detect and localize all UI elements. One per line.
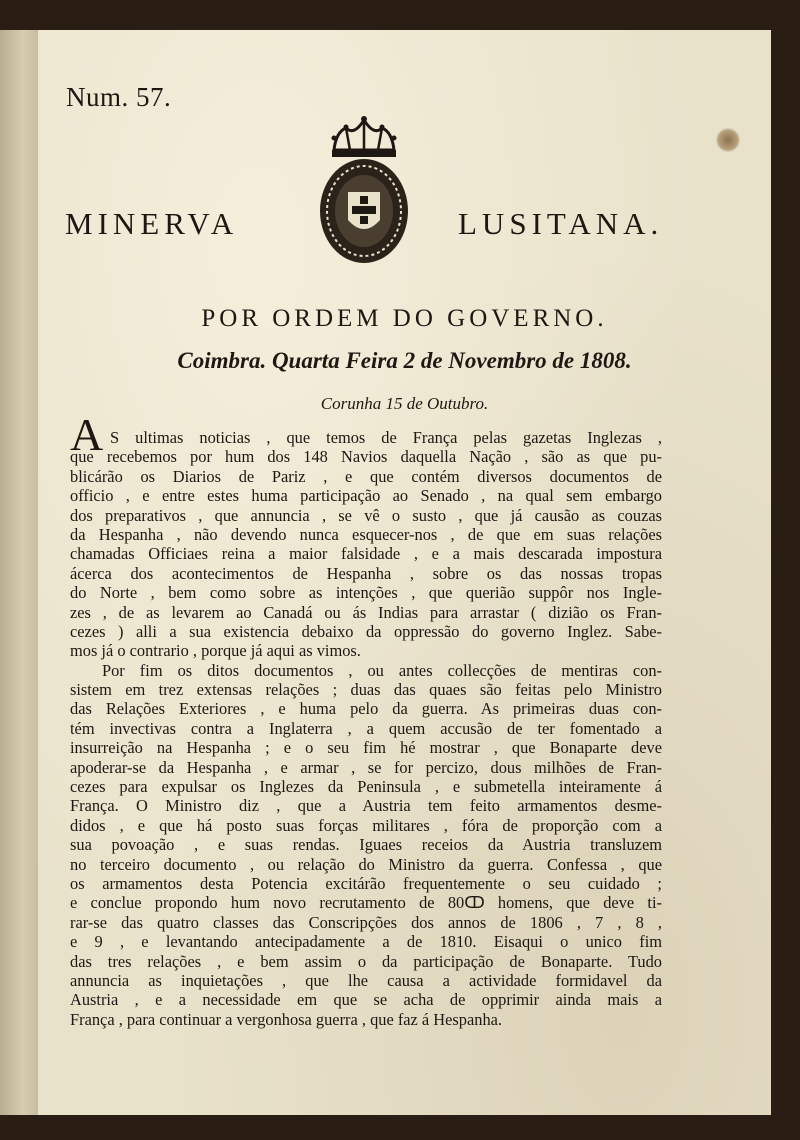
text-line: cezes para expulsar os Inglezes da Peninsula , e submetella inteiramente á (70, 777, 662, 797)
text-line: das tres relações , e bem assim o da participação de Bonaparte. Tudo (70, 951, 662, 971)
text-line: officio , e entre estes huma participação ao Senado , na qual sem embargo (70, 486, 662, 506)
text-line: e conclue propondo hum novo recrutamento de 80ↀ homens, que deve ti- (70, 893, 662, 913)
text-line: no terceiro documento , ou relação do Ministro da guerra. Confessa , que (70, 854, 662, 874)
place-date: Corunha 15 de Outubro. (320, 394, 489, 413)
text-line: rar-se das quatro classes das Conscripções dos annos de 1806 , 7 , 8 , (70, 912, 662, 932)
text-line: dos preparativos , que annuncia , se vê o susto , que já causão as couzas (70, 505, 662, 525)
text-line: mos já o contrario , porque já aqui as vimos. (70, 641, 361, 661)
text-line: sua povoação , e suas rendas. Iguaes receios da Austria transluzem (70, 835, 662, 855)
dateline: Coimbra. Quarta Feira 2 de Novembro de 1808. (177, 348, 632, 373)
text-line: blicárão os Diarios de Pariz , e que contém diversos documentos de (70, 466, 662, 486)
text-line: Austria , e a necessidade em que se acha de opprimir ainda mais a (70, 990, 662, 1010)
text-line: os armamentos desta Potencia excitárão frequentemente o seu cuidado ; (70, 873, 662, 893)
title-minerva: MINERVA (65, 206, 239, 241)
text-line: França. O Ministro diz , que a Austria tem feito armamentos desme- (70, 796, 662, 816)
text-line: insurreição na Hespanha ; e o seu fim hé mostrar , que Bonaparte deve (70, 738, 662, 758)
paper-stain (716, 128, 740, 152)
text-line: zes , de as levarem ao Canadá ou ás Indias para arrastar ( dizião os Fran- (70, 602, 662, 622)
text-line: Por fim os ditos documentos , ou antes collecções de mentiras con- (102, 660, 662, 680)
by-order-line: POR ORDEM DO GOVERNO. (201, 305, 608, 332)
adjacent-page-edge (0, 30, 39, 1115)
text-line: didos , e que há posto suas forças militares , fóra de proporção com a (70, 815, 662, 835)
text-line: das Relações Exteriores , e huma pelo da guerra. As primeiras duas con- (70, 699, 662, 719)
text-line: França , para continuar a vergonhosa guerra , que faz á Hespanha. (70, 1009, 503, 1029)
text-line: S ultimas noticias , que temos de França pelas gazetas Inglezas , (110, 428, 662, 447)
text-line: apoderar-se da Hespanha , e armar , se for percizo, dous milhões de Fran- (70, 757, 662, 777)
text-line: cezes ) alli a sua existencia debaixo da oppressão do governo Inglez. Sabe- (70, 621, 662, 641)
issue-number: Num. 57. (66, 82, 172, 112)
text-line: chamadas Officiaes reina a maior falsidade , e a mais descarada impostura (70, 544, 662, 564)
text-line: da Hespanha , não devendo nunca esquecer-nos , de que em suas relações (70, 524, 662, 544)
royal-crest-icon (314, 116, 414, 266)
title-lusitana: LUSITANA. (458, 206, 664, 241)
drop-cap: A (70, 409, 104, 460)
article-body (70, 409, 662, 1029)
text-line: do Norte , bem como sobre as intenções , que querião suppôr nos Ingle- (70, 583, 662, 603)
text-line: que recebemos por hum dos 148 Navios daquella Nação , são as que pu- (70, 447, 662, 467)
text-line: annuncia as inquietações , que lhe causa a actividade formidavel da (70, 970, 662, 990)
newspaper-page (38, 30, 771, 1115)
text-line: tém invectivas contra a Inglaterra , a quem accusão de ter fomentado a (70, 718, 662, 738)
text-line: e 9 , e levantando antecipadamente a de 1810. Eisaqui o unico fim (70, 932, 662, 952)
text-line: sistem em trez extensas relações ; duas das quaes são feitas pelo Ministro (70, 680, 662, 700)
text-line: ácerca dos acontecimentos de Hespanha , sobre os das nossas tropas (70, 563, 662, 583)
